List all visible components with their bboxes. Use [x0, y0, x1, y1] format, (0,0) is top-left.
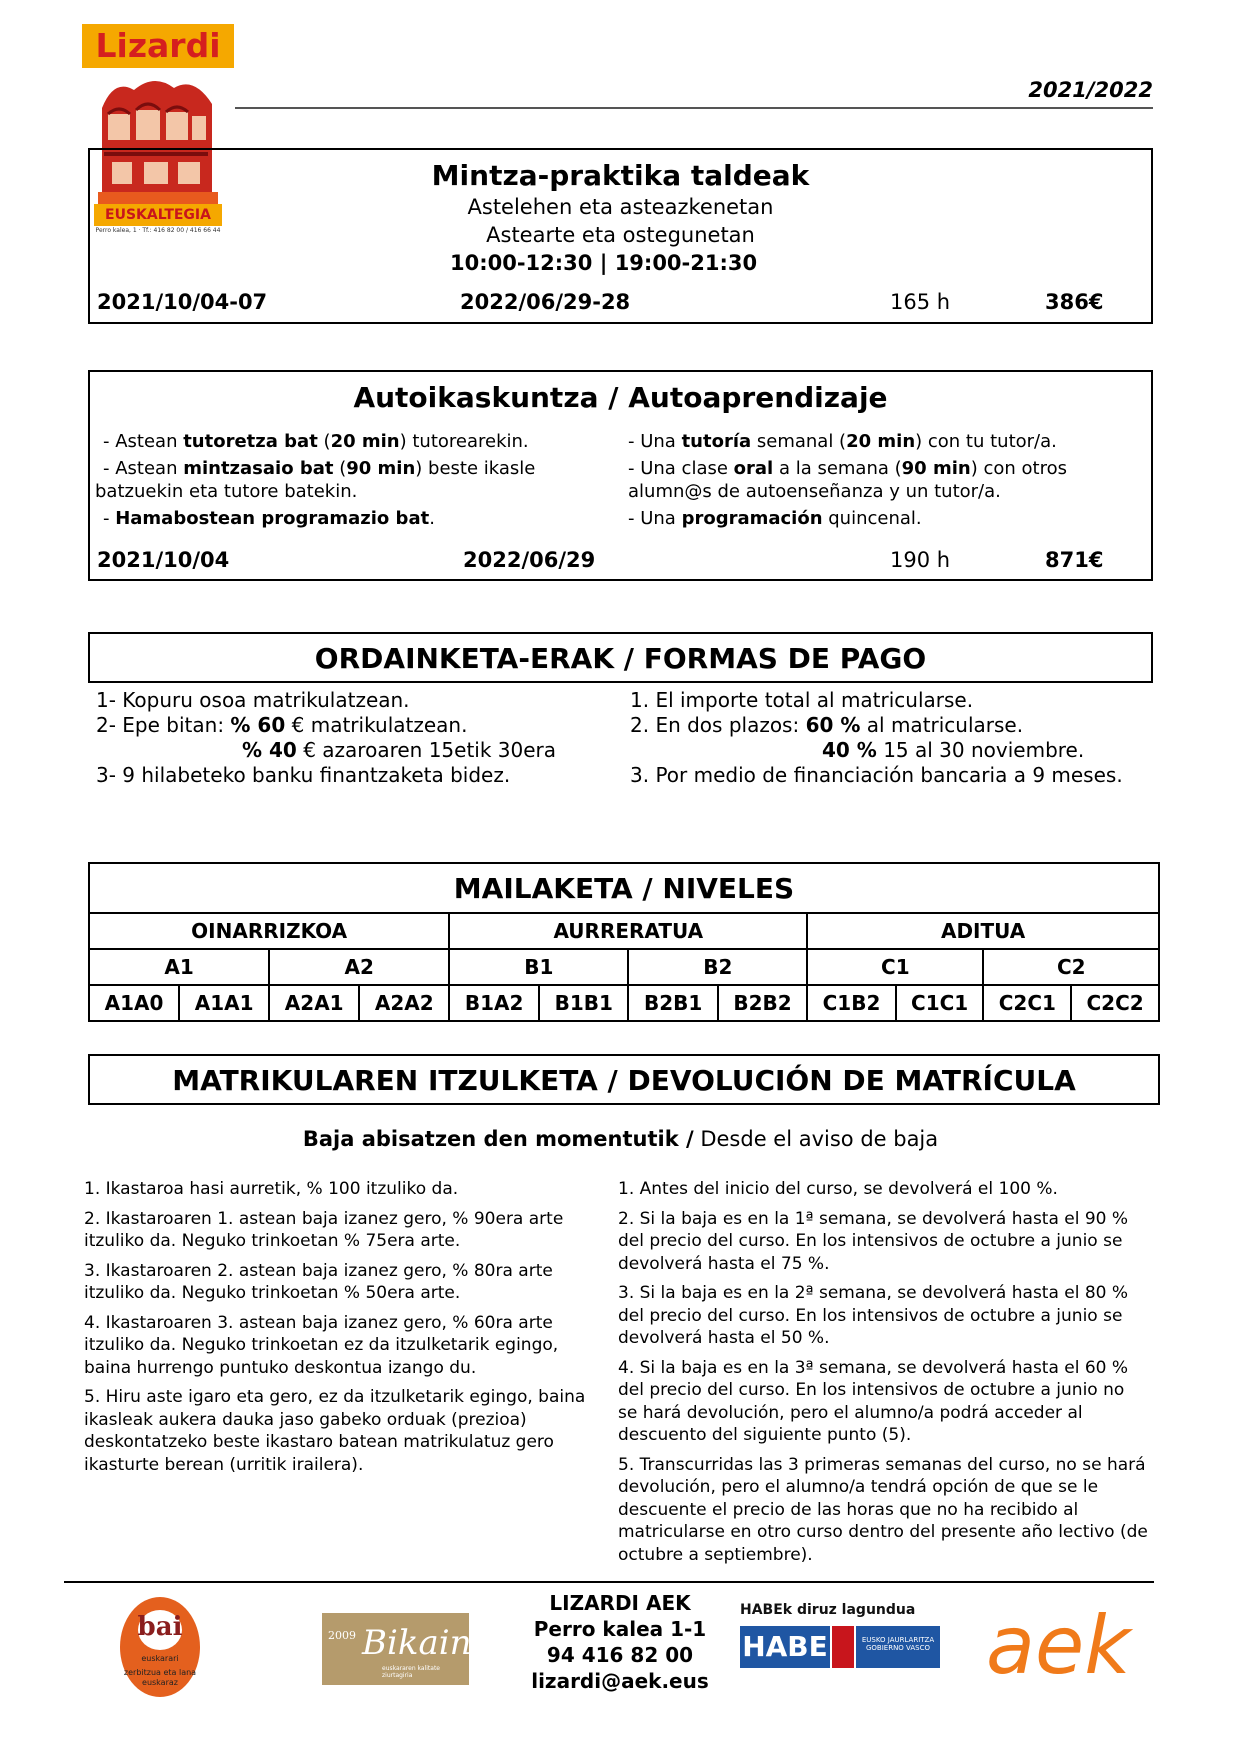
pago-title: ORDAINKETA-ERAK / FORMAS DE PAGO: [314, 642, 927, 675]
auto-start-date: 2021/10/04: [97, 548, 230, 572]
bai-sub3: euskaraz: [142, 1678, 178, 1687]
bai-sub2: zerbitzua eta lana: [123, 1668, 197, 1677]
pago-es-3: 40 % 15 al 30 noviembre.: [822, 738, 1085, 762]
footer-name: LIZARDI AEK: [549, 1591, 691, 1615]
level-group: AURRERATUA: [449, 913, 807, 949]
devol-eu-item: 4. Ikastaroaren 3. astean baja izanez gero, % 60ra arte itzuliko da. Neguko trinkoetan ez da itzulketarik egingo, baina hurrengo puntuko deskontua izango du.: [84, 1312, 559, 1378]
habe-logo-text: HABE: [740, 1626, 830, 1668]
auto-es-item: - Una programación quincenal.: [628, 508, 922, 529]
auto-eu-list: [95, 430, 580, 530]
mintza-days-2: Astearte eta ostegunetan: [486, 223, 755, 247]
bai-euskarari-logo: [118, 1596, 202, 1698]
bai-text: bai: [137, 1612, 183, 1642]
sublevel-cell: B2B2: [718, 985, 807, 1021]
pago-eu: [96, 688, 596, 788]
level-cell: B1: [449, 949, 628, 985]
pago-eu-2: 2- Epe bitan: % 60 € matrikulatzean.: [96, 713, 468, 737]
levels-sub-row: [89, 985, 1159, 1021]
auto-duration: 190 h: [890, 548, 951, 572]
auto-es-list: [628, 430, 1123, 530]
habe-top-text: HABEk diruz lagundua: [740, 1602, 916, 1618]
mintza-days-1: Astelehen eta asteazkenetan: [467, 195, 774, 219]
pago-eu-1: 1- Kopuru osoa matrikulatzean.: [96, 688, 410, 712]
devol-eu-item: 2. Ikastaroaren 1. astean baja izanez gero, % 90era arte itzuliko da. Neguko trinkoetan % 75era arte.: [84, 1208, 564, 1251]
level-cell: A1: [89, 949, 269, 985]
sublevel-cell: C1C1: [896, 985, 984, 1021]
devol-es-item: 2. Si la baja es en la 1ª semana, se devolverá hasta el 90 % del precio del curso. En los intensivos de octubre a junio se devolverá hasta el 75 %.: [618, 1208, 1129, 1274]
devol-es-list: [618, 1178, 1148, 1573]
euskadi-shield-icon: [832, 1626, 854, 1668]
auto-end-date: 2022/06/29: [463, 548, 596, 572]
level-cell: C2: [983, 949, 1159, 985]
sublevel-cell: A2A1: [269, 985, 359, 1021]
pago-eu-4: 3- 9 hilabeteko banku finantzaketa bidez.: [96, 763, 511, 787]
devol-header-box: [88, 1054, 1160, 1105]
aek-logo: [986, 1598, 1142, 1698]
logo-text: Lizardi: [95, 26, 221, 65]
levels-table: [88, 912, 1160, 1022]
bottom-divider: [64, 1581, 1154, 1583]
devol-eu-item: 1. Ikastaroa hasi aurretik, % 100 itzuliko da.: [84, 1179, 459, 1199]
devol-es-item: 1. Antes del inicio del curso, se devolverá el 100 %.: [618, 1179, 1058, 1199]
devol-subtitle: Baja abisatzen den momentutik / Desde el aviso de baja: [302, 1127, 939, 1151]
habe-logo: [740, 1602, 940, 1672]
bikain-name: Bikain: [362, 1623, 472, 1663]
bikain-logo: [322, 1613, 472, 1685]
niveles-title: MAILAKETA / NIVELES: [453, 872, 795, 905]
auto-eu-item: - Astean tutoretza bat (20 min) tutorearekin.: [103, 431, 529, 452]
school-year: 2021/2022: [1028, 78, 1153, 102]
pago-es: [630, 688, 1150, 788]
pago-es-1: 1. El importe total al matricularse.: [630, 688, 974, 712]
auto-box: [88, 370, 1153, 581]
mintza-hours: 10:00-12:30 | 19:00-21:30: [450, 251, 758, 275]
footer-phone: 94 416 82 00: [546, 1643, 694, 1667]
level-cell: B2: [628, 949, 807, 985]
logo-address: Perro kalea, 1 · Tf.: 416 82 00 / 416 66 44: [95, 227, 221, 234]
level-group: ADITUA: [807, 913, 1159, 949]
sublevel-cell: A1A0: [89, 985, 179, 1021]
sublevel-cell: A1A1: [179, 985, 269, 1021]
sublevel-cell: C2C1: [983, 985, 1071, 1021]
mintza-start-date: 2021/10/04-07: [97, 290, 268, 314]
mintza-duration: 165 h: [890, 290, 951, 314]
sublevel-cell: B2B1: [628, 985, 717, 1021]
auto-eu-item: - Astean mintzasaio bat (90 min) beste ikasle batzuekin eta tutore batekin.: [95, 458, 536, 502]
footer-email: lizardi@aek.eus: [531, 1669, 709, 1693]
gov-badge: [856, 1626, 940, 1668]
sublevel-cell: C2C2: [1071, 985, 1159, 1021]
auto-title: Autoikaskuntza / Autoaprendizaje: [353, 381, 888, 414]
devol-eu-item: 3. Ikastaroaren 2. astean baja izanez gero, % 80ra arte itzuliko da. Neguko trinkoetan % 50era arte.: [84, 1260, 553, 1303]
level-group: OINARRIZKOA: [89, 913, 449, 949]
bai-sub1: euskarari: [141, 1654, 179, 1663]
bikain-sub: euskararen kalitate ziurtagiria: [382, 1665, 440, 1679]
devol-title: MATRIKULAREN ITZULKETA / DEVOLUCIÓN DE MATRÍCULA: [172, 1064, 1076, 1097]
bikain-year: 2009: [328, 1629, 356, 1642]
mintza-end-date: 2022/06/29-28: [460, 290, 631, 314]
level-cell: C1: [807, 949, 983, 985]
sublevel-cell: A2A2: [359, 985, 449, 1021]
gov-line-2: GOBIERNO VASCO: [865, 1644, 931, 1652]
sublevel-cell: B1B1: [539, 985, 628, 1021]
sublevel-cell: B1A2: [449, 985, 539, 1021]
auto-price: 871€: [1045, 548, 1104, 572]
auto-eu-item: - Hamabostean programazio bat.: [103, 508, 435, 529]
pago-eu-3: % 40 € azaroaren 15etik 30era: [242, 738, 557, 762]
devol-es-item: 4. Si la baja es en la 3ª semana, se devolverá hasta el 60 % del precio del curso. En los intensivos de octubre a junio no se hará devolución, pero el alumno/a podrá acceder al descuento del siguiente punto (5).: [618, 1357, 1129, 1445]
mintza-title: Mintza-praktika taldeak: [431, 159, 810, 192]
top-divider: [235, 107, 1153, 109]
footer-street: Perro kalea 1-1: [533, 1617, 707, 1641]
auto-es-item: - Una clase oral a la semana (90 min) con otros alumn@s de autoenseñanza y un tutor/a.: [628, 458, 1067, 502]
gov-line-1: EUSKO JAURLARITZA: [861, 1636, 935, 1644]
level-cell: A2: [269, 949, 449, 985]
devol-eu-list: [84, 1178, 604, 1483]
aek-text: aek: [986, 1599, 1131, 1692]
pago-es-4: 3. Por medio de financiación bancaria a 9 meses.: [630, 763, 1123, 787]
niveles-header-box: [88, 862, 1160, 914]
devol-es-item: 3. Si la baja es en la 2ª semana, se devolverá hasta el 80 % del precio del curso. En los intensivos de octubre a junio se devolverá hasta el 50 %.: [618, 1283, 1129, 1348]
auto-es-item: - Una tutoría semanal (20 min) con tu tutor/a.: [628, 431, 1057, 452]
pago-es-2: 2. En dos plazos: 60 % al matricularse.: [630, 713, 1024, 737]
footer-contact: [520, 1590, 720, 1694]
pago-header-box: [88, 632, 1153, 683]
logo-footer: EUSKALTEGIA: [94, 204, 222, 226]
devol-eu-item: 5. Hiru aste igaro eta gero, ez da itzulketarik egingo, baina ikasleak aukera dauka jaso gabeko orduak (prezioa) deskontatzeko beste ikastaro batean matrikulatuz gero ikasturte berean (urritik irailera).: [84, 1387, 586, 1475]
levels-main-row: [89, 949, 1159, 985]
mintza-box: [88, 148, 1153, 324]
mintza-price: 386€: [1045, 290, 1104, 314]
devol-es-item: 5. Transcurridas las 3 primeras semanas del curso, no se hará devolución, pero el alumno/a tendrá opción de que se le descuente el precio de las horas que no ha recibido al matricularse en otro curso dentro del presente año lectivo (de octubre a septiembre).: [618, 1454, 1148, 1565]
sublevel-cell: C1B2: [807, 985, 896, 1021]
levels-groups-row: [89, 913, 1159, 949]
